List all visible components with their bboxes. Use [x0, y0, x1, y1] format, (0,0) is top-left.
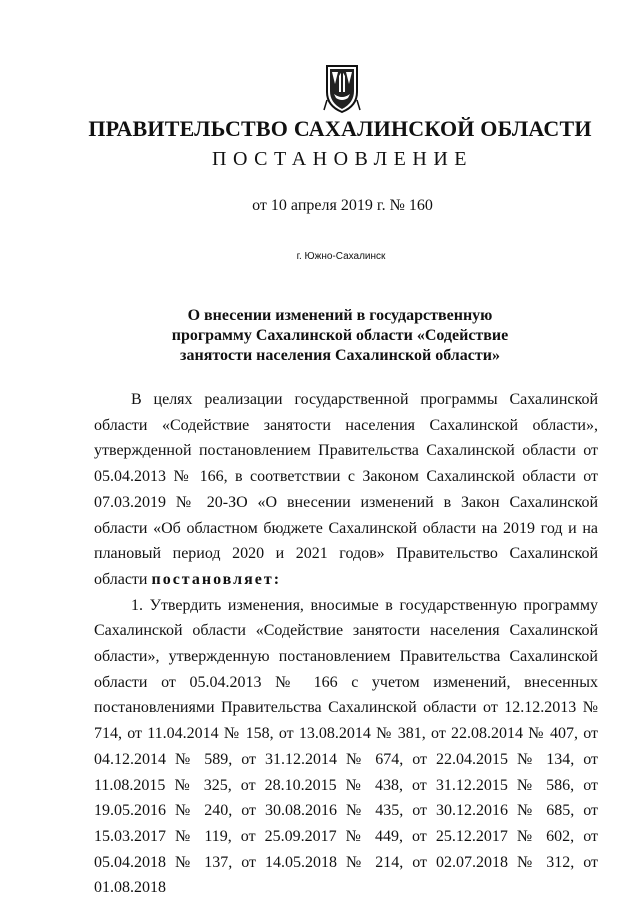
document-body — [94, 387, 598, 901]
title-line: программу Сахалинской области «Содействие — [171, 327, 509, 344]
body-paragraph-preamble — [94, 387, 598, 593]
title-line: занятости населения Сахалинской области» — [180, 347, 500, 364]
preamble-text: В целях реализации государственной программы Сахалинской области «Содействие занятости населения Сахалинской области», утвержденной постановлением Правительства Сахалинской области от 05.04.2013 № 166, в соответствии с Законом Сахалинской области от 07.03.2019 № 20-ЗО «О внесении изменений в Закон Сахалинской области «Об областном бюджете Сахалинской области на 2019 год и на плановый период 2020 и 2021 годов» Правительство Сахалинской области — [94, 391, 598, 588]
organization-name: ПРАВИТЕЛЬСТВО САХАЛИНСКОЙ ОБЛАСТИ — [88, 116, 592, 141]
document-city: г. Южно-Сахалинск — [296, 251, 386, 262]
document-type: ПОСТАНОВЛЕНИЕ — [212, 148, 473, 170]
body-paragraph-item-1: 1. Утвердить изменения, вносимые в государственную программу Сахалинской области «Содействие занятости населения Сахалинской области», утвержденную постановлением Правительства Сахалинской области от 05.04.2013 № 166 с учетом изменений, внесенных постановлениями Правительства Сахалинской области от 12.12.2013 № 714, от 11.04.2014 № 158, от 13.08.2014 № 381, от 22.08.2014 № 407, от 04.12.2014 № 589, от 31.12.2014 № 674, от 22.04.2015 № 134, от 11.08.2015 № 325, от 28.10.2015 № 438, от 31.12.2015 № 586, от 19.05.2016 № 240, от 30.08.2016 № 435, от 30.12.2016 № 685, от 15.03.2017 № 119, от 25.09.2017 № 449, от 25.12.2017 № 602, от 05.04.2018 № 137, от 14.05.2018 № 214, от 02.07.2018 № 312, от 01.08.2018 — [94, 596, 598, 897]
resolution-keyword: постановляет: — [151, 570, 282, 588]
coat-of-arms-icon — [322, 62, 362, 114]
title-line: О внесении изменений в государственную — [187, 307, 493, 324]
document-title — [0, 306, 640, 366]
document-date-number: от 10 апреля 2019 г. № 160 — [252, 197, 433, 214]
